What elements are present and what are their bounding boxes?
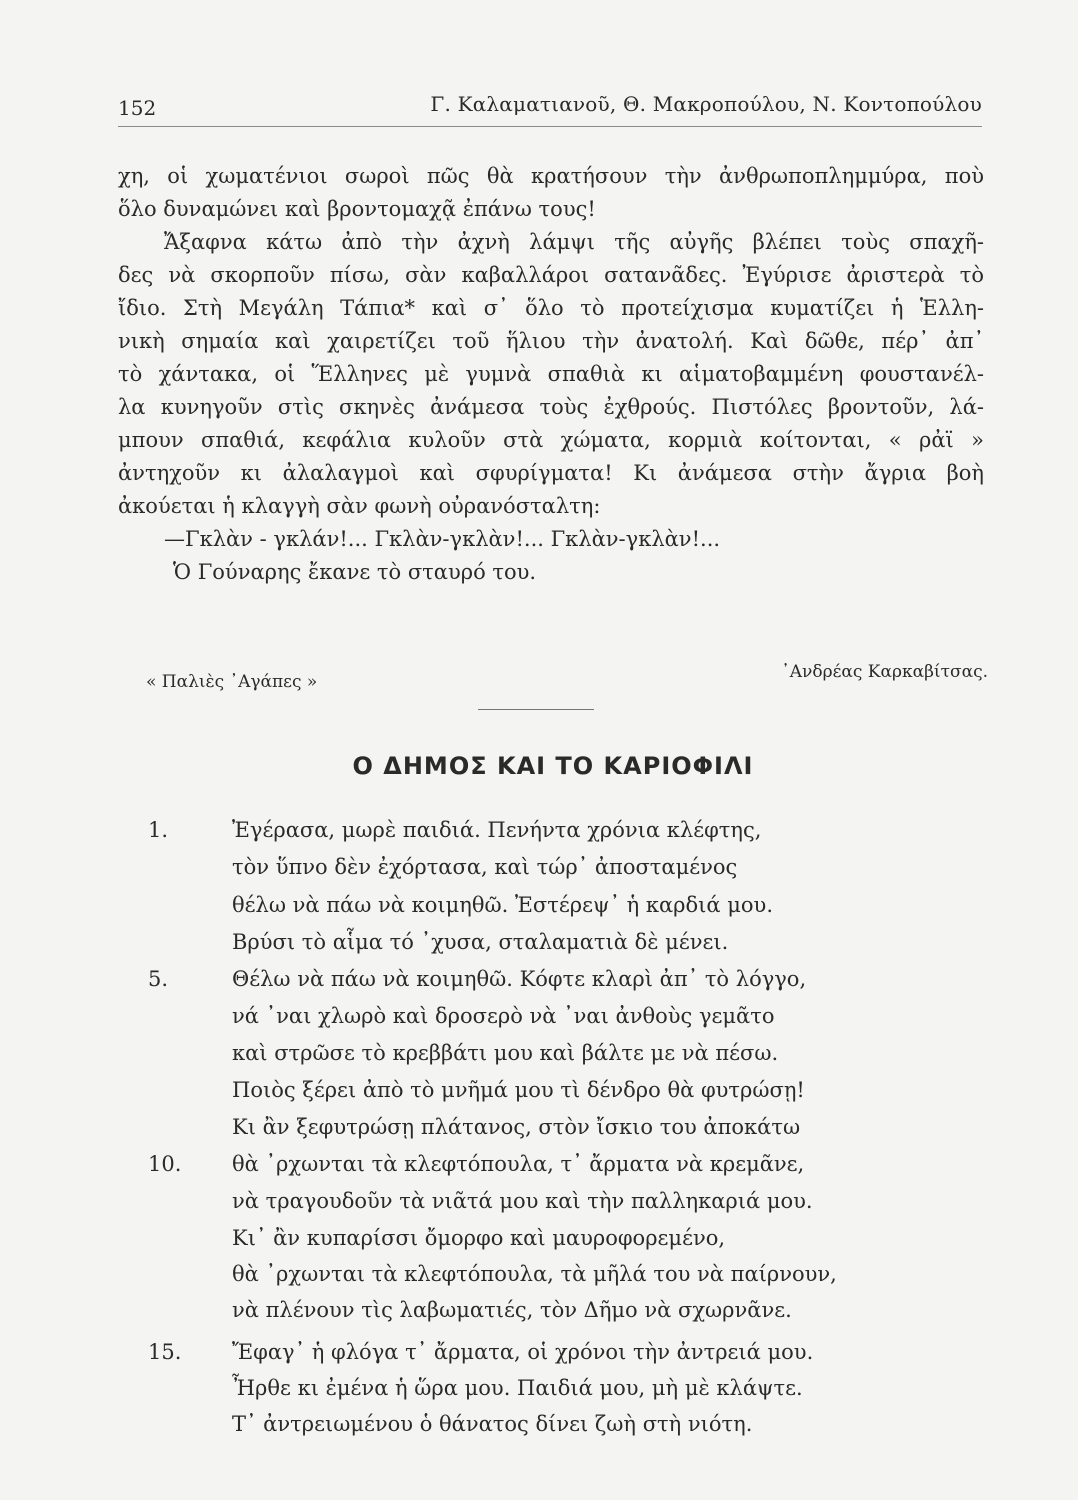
- prose-line: ἀκούεται ἡ κλαγγὴ σὰν φωνὴ οὐρανόσταλτη:: [118, 494, 601, 518]
- poem-verse: Ἦρθε κι ἐμένα ἡ ὥρα μου. Παιδιά μου, μὴ μὲ κλάψτε.: [232, 1376, 803, 1400]
- poem-verse: Κι ἂν ξεφυτρώσῃ πλάτανος, στὸν ἴσκιο του ἀποκάτω: [232, 1115, 801, 1139]
- poem-verse: θὰ ᾿ρχωνται τὰ κλεφτόπουλα, τὰ μῆλά του νὰ παίρνουν,: [232, 1262, 837, 1286]
- running-title: Γ. Καλαματιανοῦ, Θ. Μακροπούλου, Ν. Κοντοπούλου: [430, 92, 982, 116]
- prose-line: λα κυνηγοῦν στὶς σκηνὲς ἀνάμεσα τοὺς ἐχθρούς. Πιστόλες βροντοῦν, λά-: [118, 395, 984, 419]
- poem-verse: καὶ στρῶσε τὸ κρεββάτι μου καὶ βάλτε με νὰ πέσω.: [232, 1041, 779, 1065]
- poem-verse: Θέλω νὰ πάω νὰ κοιμηθῶ. Κόφτε κλαρὶ ἀπ᾿ τὸ λόγγο,: [232, 967, 807, 991]
- poem-verse: Ἐγέρασα, μωρὲ παιδιά. Πενήντα χρόνια κλέφτης,: [232, 818, 762, 842]
- prose-line: Ἄξαφνα κάτω ἀπὸ τὴν ἀχνὴ λάμψι τῆς αὐγῆς βλέπει τοὺς σπαχῆ-: [164, 230, 984, 254]
- header-rule: [118, 126, 982, 127]
- line-number: 10.: [148, 1152, 182, 1176]
- author-name: ᾿Ανδρέας Καρκαβίτσας.: [781, 662, 988, 682]
- prose-line: νικὴ σημαία καὶ χαιρετίζει τοῦ ἥλιου τὴν ἀνατολή. Καὶ δῶθε, πέρ᾿ ἀπ᾿: [118, 329, 984, 353]
- poem-verse: τὸν ὕπνο δὲν ἐχόρτασα, καὶ τώρ᾿ ἀποσταμένος: [232, 855, 738, 879]
- poem-verse: Ἔφαγ᾿ ἡ φλόγα τ᾿ ἄρματα, οἱ χρόνοι τὴν ἀντρειά μου.: [232, 1340, 814, 1364]
- poem-verse: νά ᾿ναι χλωρὸ καὶ δροσερὸ νὰ ᾿ναι ἀνθοὺς γεμᾶτο: [232, 1004, 775, 1028]
- poem-verse: θέλω νὰ πάω νὰ κοιμηθῶ. Ἐστέρεψ᾿ ἡ καρδιά μου.: [232, 893, 773, 917]
- poem-verse: Κι᾿ ἂν κυπαρίσσι ὄμορφο καὶ μαυροφορεμένο,: [232, 1226, 726, 1250]
- prose-line: ἀντηχοῦν κι ἀλαλαγμοὶ καὶ σφυρίγματα! Κι ἀνάμεσα στὴν ἄγρια βοὴ: [118, 461, 984, 485]
- poem-verse: Ποιὸς ξέρει ἀπὸ τὸ μνῆμά μου τὶ δένδρο θὰ φυτρώσῃ!: [232, 1078, 805, 1102]
- page-number: 152: [118, 96, 157, 120]
- line-number: 1.: [148, 818, 169, 842]
- prose-line: δες νὰ σκορποῦν πίσω, σὰν καβαλλάροι σατανᾶδες. Ἐγύρισε ἀριστερὰ τὸ: [118, 263, 984, 287]
- prose-passage: [118, 160, 984, 589]
- page-header: [118, 84, 982, 124]
- prose-line: ὅλο δυναμώνει καὶ βροντομαχᾷ ἐπάνω τους!: [118, 197, 596, 221]
- line-number: 5.: [148, 967, 169, 991]
- section-divider: [478, 709, 594, 710]
- poem-verse: θὰ ᾿ρχωνται τὰ κλεφτόπουλα, τ᾿ ἄρματα νὰ κρεμᾶνε,: [232, 1152, 805, 1176]
- citation-row: [118, 662, 988, 692]
- prose-line: ἴδιο. Στὴ Μεγάλη Τάπια* καὶ σ᾿ ὅλο τὸ προτείχισμα κυματίζει ἡ Ἑλλη-: [118, 296, 984, 320]
- line-number: 15.: [148, 1340, 182, 1364]
- poem-verse: νὰ τραγουδοῦν τὰ νιᾶτά μου καὶ τὴν παλληκαριά μου.: [232, 1189, 813, 1213]
- prose-line: —Γκλὰν - γκλάν!... Γκλὰν-γκλὰν!... Γκλὰν-γκλὰν!...: [164, 527, 721, 551]
- prose-line: χη, οἱ χωματένιοι σωροὶ πῶς θὰ κρατήσουν τὴν ἀνθρωποπλημμύρα, ποὺ: [118, 164, 984, 188]
- prose-line: Ὁ Γούναρης ἔκανε τὸ σταυρό του.: [173, 560, 537, 584]
- poem-title: Ο ΔΗΜΟΣ ΚΑΙ ΤΟ ΚΑΡΙΟΦΙΛΙ: [352, 752, 754, 780]
- prose-line: μπουν σπαθιά, κεφάλια κυλοῦν στὰ χώματα, κορμιὰ κοίτονται, « ρἀϊ »: [118, 428, 984, 452]
- poem-verse: νὰ πλένουν τὶς λαβωματιές, τὸν Δῆμο νὰ σχωρνᾶνε.: [232, 1298, 792, 1322]
- prose-line: τὸ χάντακα, οἱ Ἕλληνες μὲ γυμνὰ σπαθιὰ κι αἱματοβαμμένη φουστανέλ-: [118, 362, 984, 386]
- poem-verse: Τ᾿ ἀντρειωμένου ὁ θάνατος δίνει ζωὴ στὴ νιότη.: [232, 1412, 753, 1436]
- source-title: « Παλιὲς ᾿Αγάπες »: [146, 672, 318, 692]
- poem-verse: Βρύσι τὸ αἷμα τό ᾿χυσα, σταλαματιὰ δὲ μένει.: [232, 930, 729, 954]
